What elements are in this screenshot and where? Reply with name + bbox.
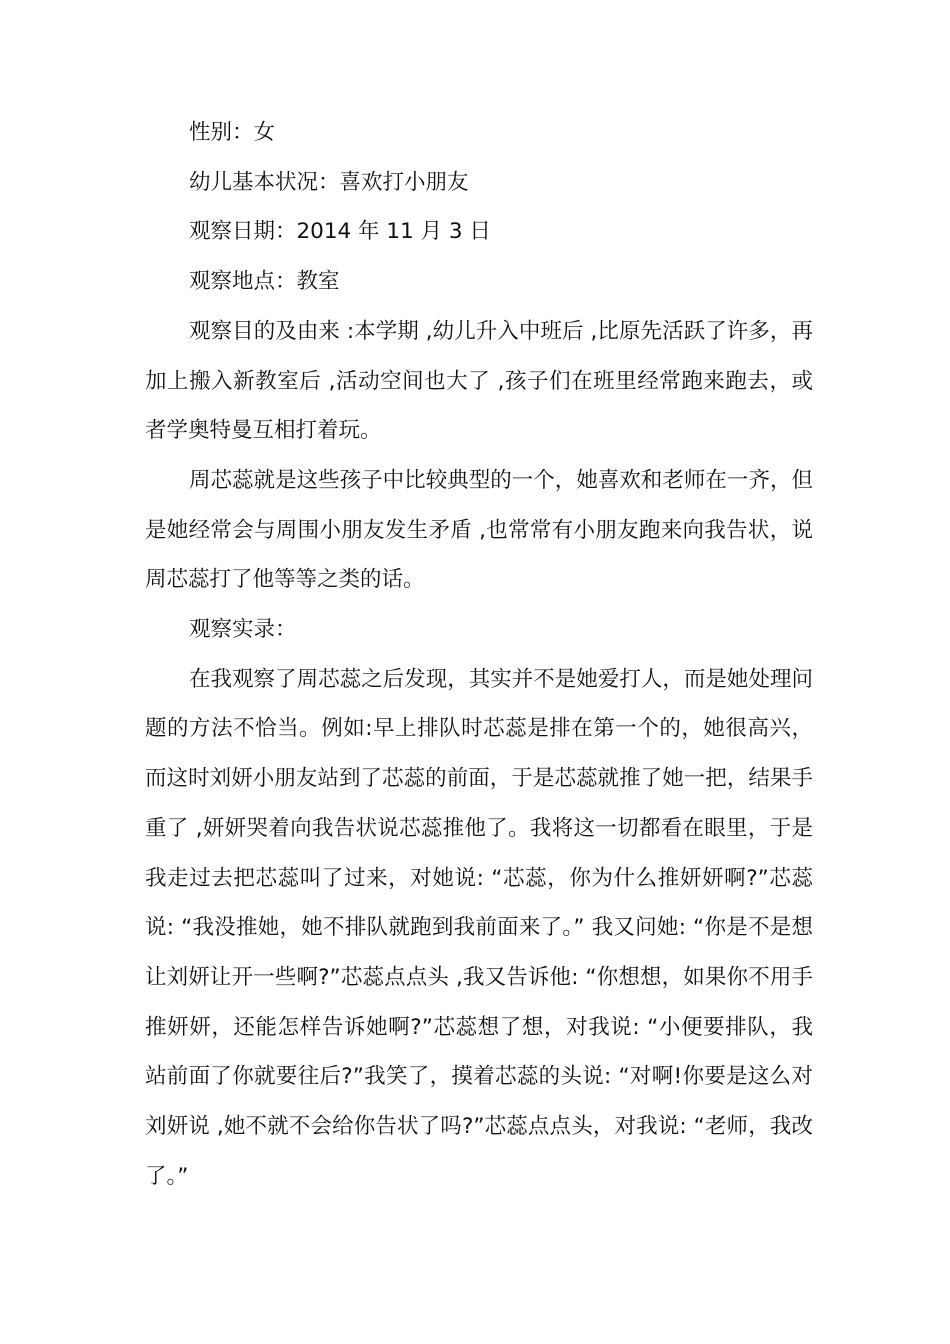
record-heading: 观察实录： — [189, 617, 297, 643]
child-description-paragraph: 周芯蕊就是这些孩子中比较典型的一个，她喜欢和老师在一齐，但是她经常会与周围小朋友发生矛盾 ,也常常有小朋友跑来向我告状，说周芯蕊打了他等等之类的话。 — [145, 467, 813, 593]
purpose-paragraph: 观察目的及由来 :本学期 ,幼儿升入中班后 ,比原先活跃了许多，再加上搬入新教室后 ,活动空间也大了 ,孩子们在班里经常跑来跑去，或者学奥特曼互相打着玩。 — [145, 318, 813, 444]
gender-field: 性别：女 — [189, 120, 276, 145]
observation-location-field: 观察地点：教室 — [189, 269, 340, 295]
record-paragraph: 在我观察了周芯蕊之后发现，其实并不是她爱打人，而是她处理问题的方法不恰当。例如:早上排队时芯蕊是排在第一个的，她很高兴，而这时刘妍小朋友站到了芯蕊的前面，于是芯蕊就推了她一把，结果手重了 ,妍妍哭着向我告状说芯蕊推他了。我将这一切都看在眼里，于是我走过去把芯蕊叫了过来，对她说: “芯蕊，你为什么推妍妍啊?”芯蕊说: “我没推她，她不排队就跑到我前面来了。” 我又问她: “你是不是想让刘妍让开一些啊?”芯蕊点点头 ,我又告诉他: “你想想，如果你不用手推妍妍，还能怎样告诉她啊?”芯蕊想了想，对我说: “小便要排队，我站前面了你就要往后?”我笑了，摸着芯蕊的头说: “对啊!你要是这么对刘妍说 ,她不就不会给你告状了吗?”芯蕊点点头，对我说: “老师，我改了。” — [145, 666, 813, 1189]
observation-date-field: 观察日期：2014 年 11 月 3 日 — [189, 219, 491, 245]
child-status-field: 幼儿基本状况：喜欢打小朋友 — [189, 169, 469, 195]
document-body — [145, 108, 813, 1201]
